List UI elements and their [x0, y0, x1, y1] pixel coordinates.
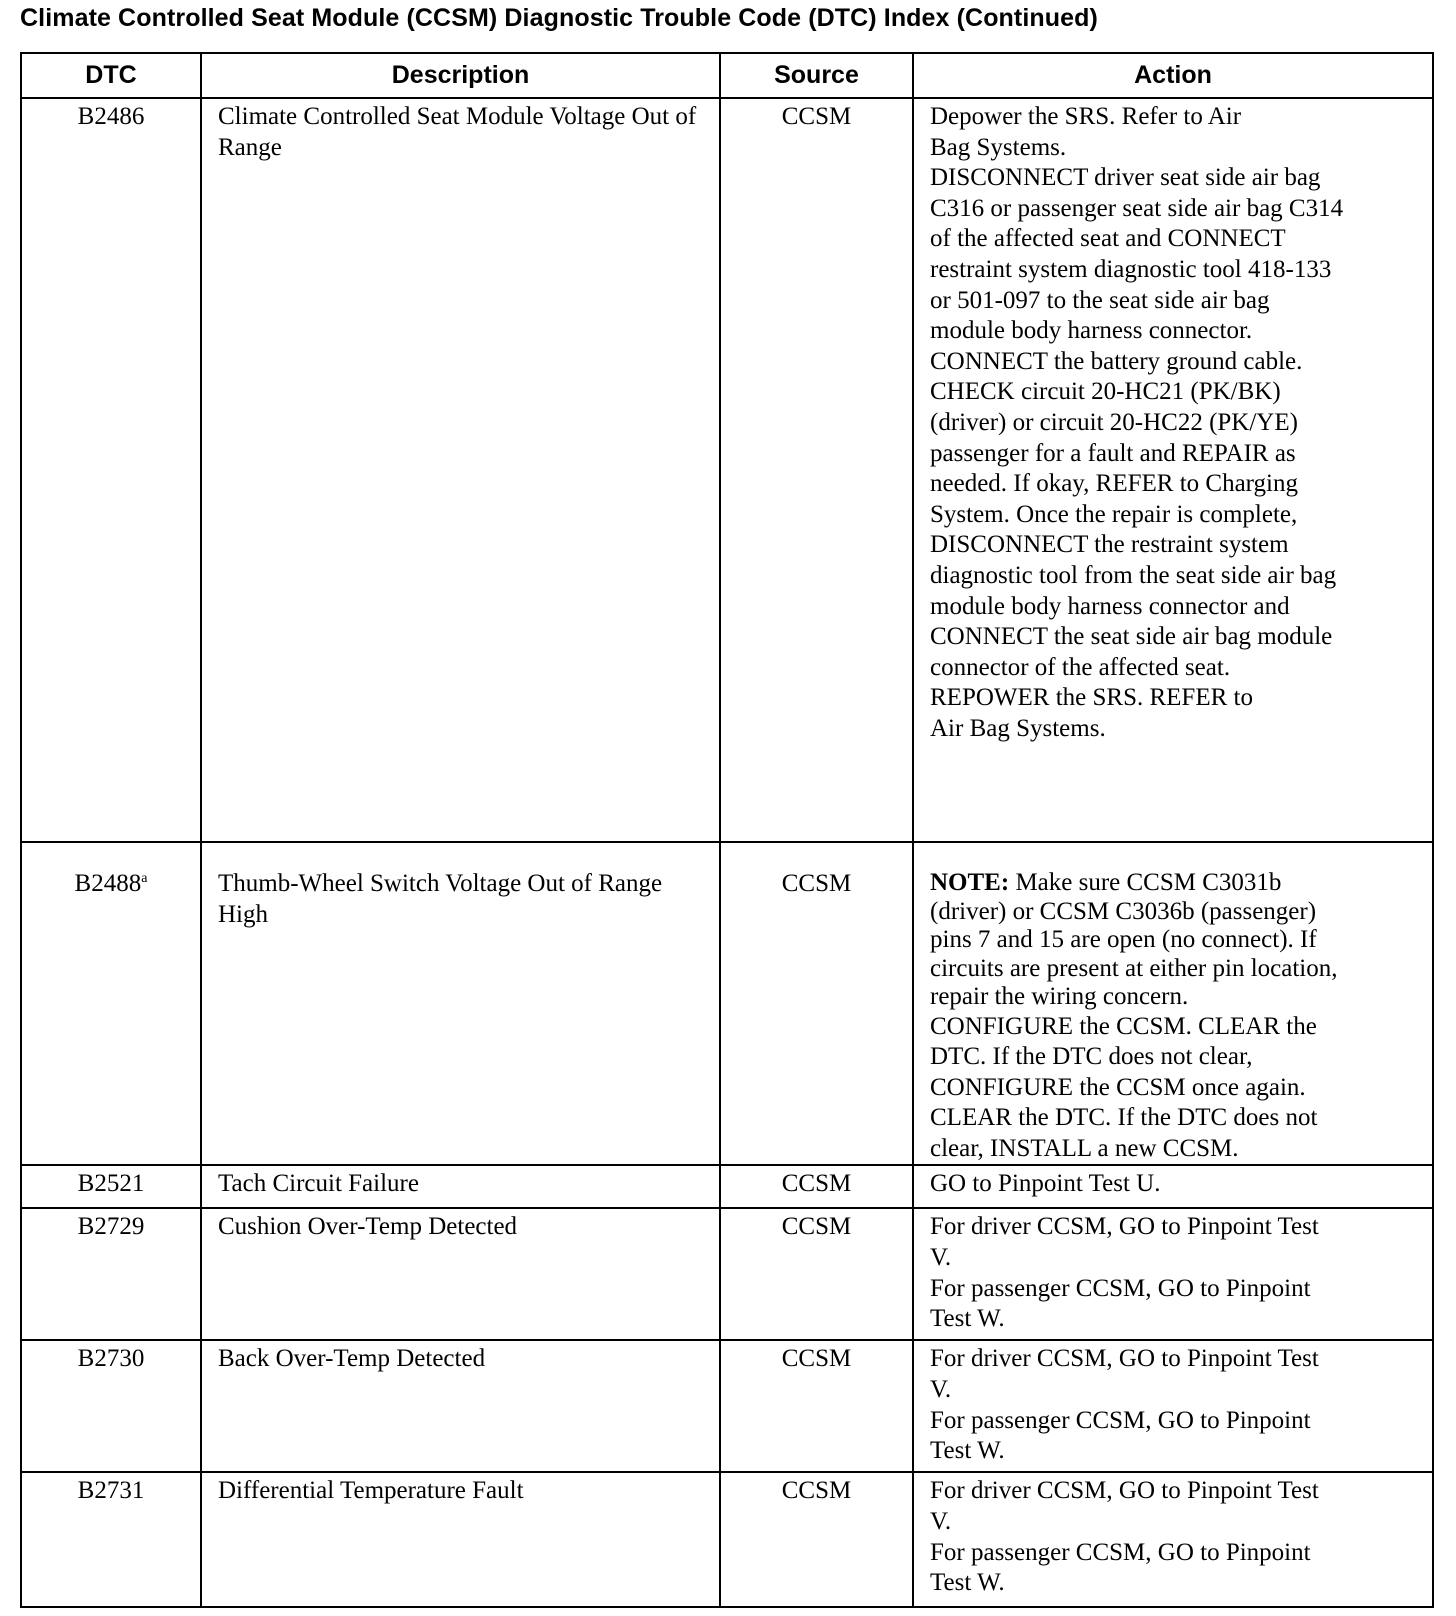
- dtc-source: CCSM: [720, 98, 913, 842]
- action-line: CONFIGURE the CCSM. CLEAR the: [930, 1012, 1317, 1040]
- action-line: CONNECT the battery ground cable.: [930, 347, 1303, 375]
- dtc-index-table: [20, 52, 1434, 1608]
- action-line: For driver CCSM, GO to Pinpoint Test: [930, 1477, 1319, 1505]
- table-row: [21, 1208, 1433, 1340]
- note-line: pins 7 and 15 are open (no connect). If: [930, 926, 1317, 953]
- action-line: DTC. If the DTC does not clear,: [930, 1043, 1253, 1071]
- dtc-description: Thumb-Wheel Switch Voltage Out of Range High: [201, 842, 720, 1165]
- dtc-source: CCSM: [720, 1472, 913, 1607]
- action-line: CONFIGURE the CCSM once again.: [930, 1073, 1306, 1101]
- note-label: NOTE:: [930, 869, 1010, 896]
- action-line: V.: [930, 1508, 952, 1536]
- note-block: [930, 869, 1424, 1012]
- dtc-code: B2731: [21, 1472, 201, 1607]
- header-source: Source: [720, 53, 913, 98]
- action-line: Depower the SRS. Refer to Air: [930, 103, 1242, 130]
- action-line: of the affected seat and CONNECT: [930, 225, 1286, 253]
- dtc-code: B2729: [21, 1208, 201, 1340]
- dtc-source: CCSM: [720, 842, 913, 1165]
- dtc-action: [913, 1340, 1433, 1472]
- note-line: repair the wiring concern.: [930, 983, 1189, 1010]
- dtc-description: Climate Controlled Seat Module Voltage Out of Range: [201, 98, 720, 842]
- action-line: For passenger CCSM, GO to Pinpoint: [930, 1538, 1311, 1566]
- dtc-code: B2730: [21, 1340, 201, 1472]
- note-line: circuits are present at either pin location,: [930, 954, 1338, 982]
- action-line: CLEAR the DTC. If the DTC does not: [930, 1104, 1318, 1132]
- dtc-action: [913, 842, 1433, 1165]
- action-line: CHECK circuit 20-HC21 (PK/BK): [930, 378, 1281, 406]
- dtc-action: [913, 1165, 1433, 1208]
- header-dtc: DTC: [21, 53, 201, 98]
- action-line: DISCONNECT driver seat side air bag: [930, 164, 1321, 192]
- action-line: or 501-097 to the seat side air bag: [930, 286, 1270, 314]
- dtc-code: B2521: [21, 1165, 201, 1208]
- table-header-row: [21, 53, 1433, 98]
- action-line: For driver CCSM, GO to Pinpoint Test: [930, 1213, 1319, 1241]
- action-line: For passenger CCSM, GO to Pinpoint: [930, 1406, 1311, 1434]
- action-line: Test W.: [930, 1569, 1005, 1597]
- dtc-action: [913, 98, 1433, 842]
- action-line: REPOWER the SRS. REFER to: [930, 684, 1253, 712]
- action-line: (driver) or circuit 20-HC22 (PK/YE): [930, 408, 1298, 436]
- dtc-description: Back Over-Temp Detected: [201, 1340, 720, 1472]
- dtc-code: B2486: [21, 98, 201, 842]
- footnote-marker: a: [141, 871, 148, 886]
- action-line: Air Bag Systems.: [930, 714, 1106, 742]
- action-line: Test W.: [930, 1437, 1005, 1465]
- action-line: C316 or passenger seat side air bag C314: [930, 194, 1344, 222]
- action-line: Test W.: [930, 1305, 1005, 1333]
- dtc-action: [913, 1208, 1433, 1340]
- action-line: V.: [930, 1376, 952, 1404]
- table-row: [21, 98, 1433, 842]
- action-line: GO to Pinpoint Test U.: [930, 1170, 1161, 1198]
- table-row: [21, 1165, 1433, 1208]
- dtc-source: CCSM: [720, 1208, 913, 1340]
- note-line: Make sure CCSM C3031b: [1015, 869, 1282, 896]
- action-line: module body harness connector.: [930, 317, 1253, 345]
- action-line: Bag Systems.: [930, 133, 1067, 161]
- table-row: [21, 1472, 1433, 1607]
- action-line: passenger for a fault and REPAIR as: [930, 439, 1296, 467]
- table-row: [21, 842, 1433, 1165]
- dtc-description: Tach Circuit Failure: [201, 1165, 720, 1208]
- action-line: module body harness connector and: [930, 592, 1290, 620]
- action-line: clear, INSTALL a new CCSM.: [930, 1134, 1239, 1162]
- action-line: For passenger CCSM, GO to Pinpoint: [930, 1274, 1311, 1302]
- action-line: System. Once the repair is complete,: [930, 500, 1298, 528]
- action-line: CONNECT the seat side air bag module: [930, 623, 1333, 651]
- dtc-description: Cushion Over-Temp Detected: [201, 1208, 720, 1340]
- action-line: V.: [930, 1244, 952, 1272]
- page-title: Climate Controlled Seat Module (CCSM) Diagnostic Trouble Code (DTC) Index (Continued): [20, 4, 1098, 32]
- action-line: DISCONNECT the restraint system: [930, 531, 1289, 559]
- action-line: needed. If okay, REFER to Charging: [930, 470, 1298, 498]
- note-line: (driver) or CCSM C3036b (passenger): [930, 897, 1317, 925]
- dtc-source: CCSM: [720, 1340, 913, 1472]
- action-line: For driver CCSM, GO to Pinpoint Test: [930, 1345, 1319, 1373]
- table-row: [21, 1340, 1433, 1472]
- action-line: restraint system diagnostic tool 418-133: [930, 255, 1332, 283]
- dtc-code: [21, 842, 201, 1165]
- dtc-action: [913, 1472, 1433, 1607]
- header-description: Description: [201, 53, 720, 98]
- action-line: diagnostic tool from the seat side air bag: [930, 561, 1337, 589]
- dtc-description: Differential Temperature Fault: [201, 1472, 720, 1607]
- dtc-source: CCSM: [720, 1165, 913, 1208]
- header-action: Action: [913, 53, 1433, 98]
- dtc-code-text: B2488: [74, 870, 142, 897]
- action-line: connector of the affected seat.: [930, 653, 1231, 681]
